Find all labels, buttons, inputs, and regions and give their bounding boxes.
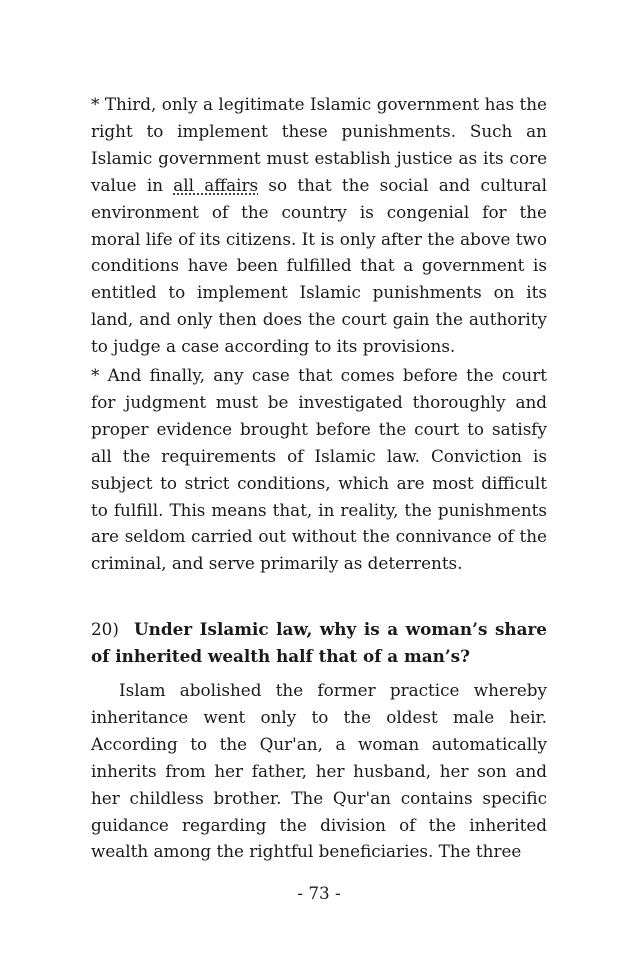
paragraph-third-condition (91, 91, 547, 360)
question-text: Under Islamic law, why is a woman’s share of inherited wealth half that of a man’s? (91, 619, 547, 666)
question-number: 20) (91, 619, 119, 639)
page-number: - 73 - (297, 883, 341, 903)
question-heading (91, 616, 547, 670)
paragraph-final-condition: * And finally, any case that comes before the court for judgment must be investigated thoroughly and proper evidence brought before the court to satisfy all the requirements of Islamic law. Conviction is subject to strict conditions, which are most difficult to fulfill. This means that, in reality, the punishments are seldom carried out without the connivance of the criminal, and serve primarily as deterrents. (91, 365, 547, 574)
paragraph-answer: Islam abolished the former practice whereby inheritance went only to the oldest male heir. According to the Qur'an, a woman automatically inherits from her father, her husband, her son and her childless brother. The Qur'an contains specific guidance regarding the division of the inherited wealth among the rightful beneficiaries. The three (91, 680, 547, 862)
paragraph-text-end: so that the social and cultural environment of the country is congenial for the moral life of its citizens. It is only after the above two conditions have been fulfilled that a government is entitled to implement Islamic punishments on its land, and only then does the court gain the authority to judge a case according to its provisions. (91, 174, 548, 357)
paragraph-text-start: * Third, only a legitimate Islamic government has the right to implement these punishments. Such an Islamic government must establish justice as its core value in (91, 94, 547, 195)
underlined-phrase: all affairs (173, 174, 259, 195)
